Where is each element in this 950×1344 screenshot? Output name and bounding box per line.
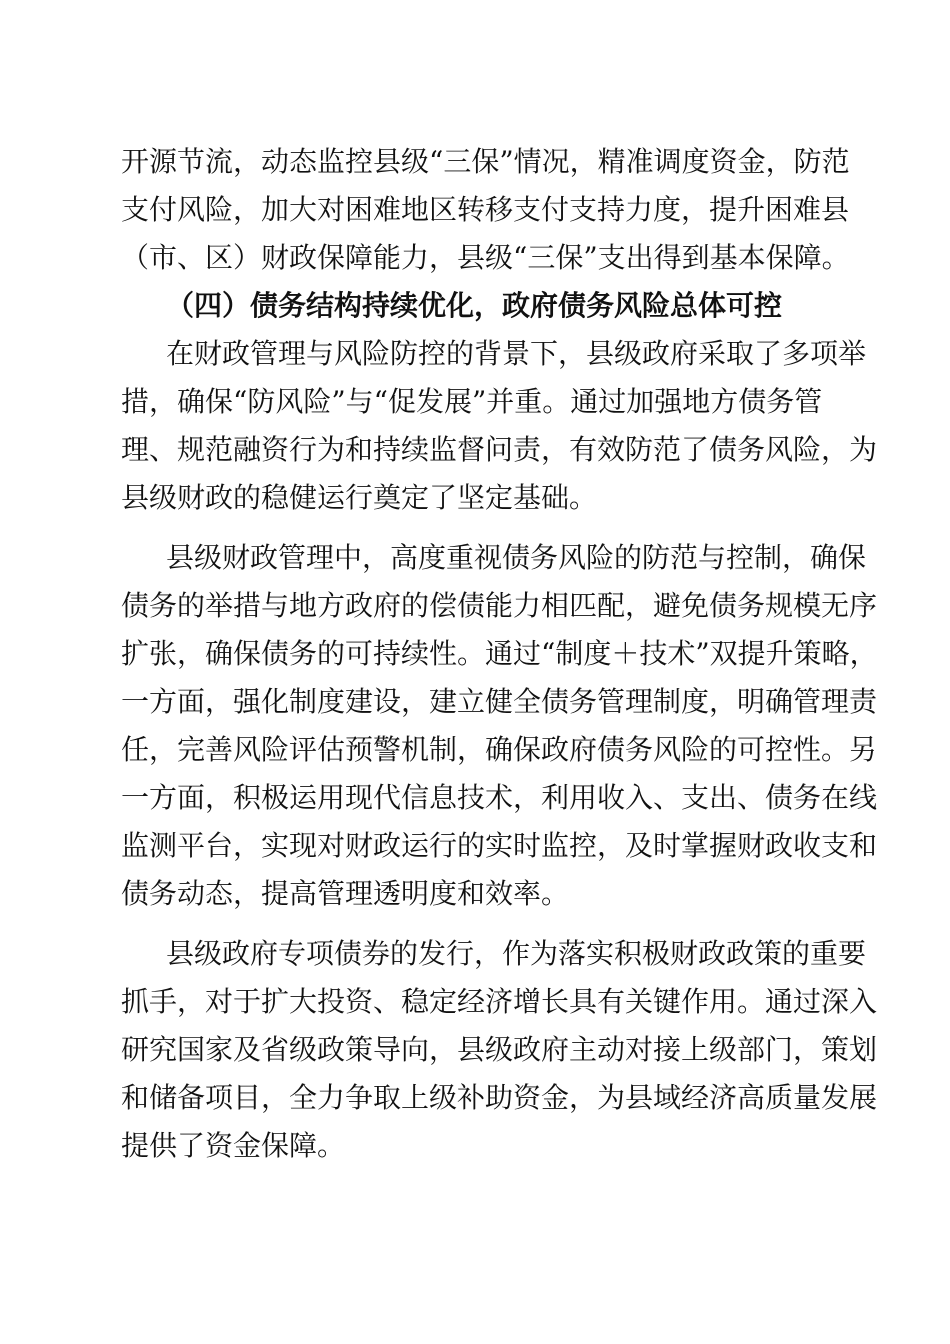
intro-paragraph (121, 138, 850, 282)
paragraph-3-line-4: 和储备项目，全力争取上级补助资金，为县域经济高质量发展 (121, 1081, 878, 1114)
paragraph-1-line-1: 在财政管理与风险防控的背景下，县级政府采取了多项举 (166, 337, 867, 370)
paragraph-2-line-8: 债务动态，提高管理透明度和效率。 (121, 877, 570, 910)
paragraph-2-line-3: 扩张，确保债务的可持续性。通过“制度＋技术”双提升策略， (121, 637, 878, 670)
paragraph-3-line-1: 县级政府专项债券的发行，作为落实积极财政政策的重要 (166, 937, 867, 970)
paragraph-2 (121, 534, 878, 918)
paragraph-2-line-5: 任，完善风险评估预警机制，确保政府债务风险的可控性。另 (121, 733, 878, 766)
paragraph-1 (121, 330, 878, 522)
paragraph-3-line-3: 研究国家及省级政策导向，县级政府主动对接上级部门，策划 (121, 1033, 878, 1066)
paragraph-2-line-1: 县级财政管理中，高度重视债务风险的防范与控制，确保 (166, 541, 867, 574)
paragraph-1-line-2: 措，确保“防风险”与“促发展”并重。通过加强地方债务管 (121, 385, 823, 418)
intro-line-3: （市、区）财政保障能力，县级“三保”支出得到基本保障。 (121, 241, 850, 274)
intro-line-2: 支付风险，加大对困难地区转移支付支持力度，提升困难县 (121, 193, 850, 226)
paragraph-2-line-7: 监测平台，实现对财政运行的实时监控，及时掌握财政收支和 (121, 829, 878, 862)
intro-line-1: 开源节流，动态监控县级“三保”情况，精准调度资金，防范 (121, 145, 850, 178)
paragraph-1-line-4: 县级财政的稳健运行奠定了坚定基础。 (121, 481, 598, 514)
paragraph-3 (121, 930, 878, 1170)
paragraph-1-line-3: 理、规范融资行为和持续监督问责，有效防范了债务风险，为 (121, 433, 878, 466)
paragraph-3-line-5: 提供了资金保障。 (121, 1129, 346, 1162)
paragraph-2-line-6: 一方面，积极运用现代信息技术，利用收入、支出、债务在线 (121, 781, 878, 814)
paragraph-2-line-2: 债务的举措与地方政府的偿债能力相匹配，避免债务规模无序 (121, 589, 878, 622)
document-body (121, 138, 878, 1170)
paragraph-3-line-2: 抓手，对于扩大投资、稳定经济增长具有关键作用。通过深入 (121, 985, 878, 1018)
paragraph-2-line-4: 一方面，强化制度建设，建立健全债务管理制度，明确管理责 (121, 685, 878, 718)
section-heading: （四）债务结构持续优化，政府债务风险总体可控 (166, 289, 783, 322)
